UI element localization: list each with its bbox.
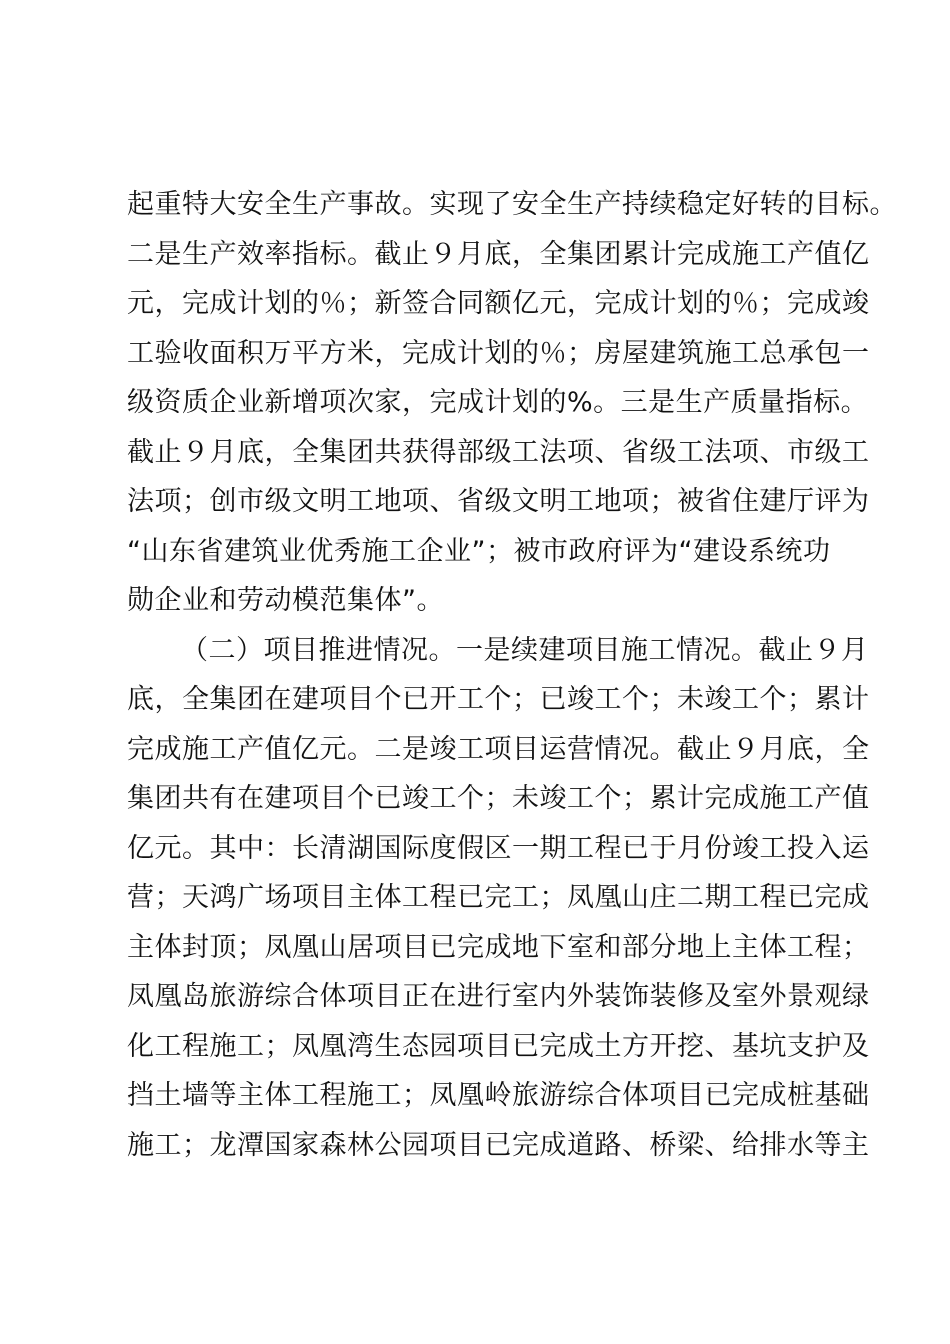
text-line: 级资质企业新增项次家，完成计划的%。三是生产质量指标。	[127, 387, 869, 418]
text-line: 起重特大安全生产事故。实现了安全生产持续稳定好转的目标。	[127, 189, 897, 220]
body-text	[127, 180, 897, 1170]
text-line: 主体封顶；凤凰山居项目已完成地下室和部分地上主体工程；	[127, 931, 870, 963]
text-line: 施工；龙潭国家森林公园项目已完成道路、桥梁、给排水等主	[127, 1129, 870, 1161]
text-line: 二是生产效率指标。截止９月底，全集团累计完成施工产值亿	[127, 238, 870, 270]
text-line: 完成施工产值亿元。二是竣工项目运营情况。截止９月底，全	[127, 733, 870, 765]
text-line: 工验收面积万平方米，完成计划的％；房屋建筑施工总承包一	[127, 337, 870, 369]
text-line: 截止９月底，全集团共获得部级工法项、省级工法项、市级工	[127, 436, 870, 468]
text-line: “山东省建筑业优秀施工企业”；被市政府评为“建设系统功	[127, 535, 831, 567]
text-line: 底，全集团在建项目个已开工个；已竣工个；未竣工个；累计	[127, 684, 870, 715]
text-line: 亿元。其中：长清湖国际度假区一期工程已于月份竣工投入运	[127, 832, 870, 864]
text-line: 法项；创市级文明工地项、省级文明工地项；被省住建厅评为	[127, 486, 870, 517]
text-line: 挡土墙等主体工程施工；凤凰岭旅游综合体项目已完成桩基础	[127, 1080, 870, 1111]
text-line: 凤凰岛旅游综合体项目正在进行室内外装饰装修及室外景观绿	[127, 981, 870, 1012]
text-line: 元，完成计划的％；新签合同额亿元，完成计划的％；完成竣	[127, 288, 870, 319]
text-line: 营；天鸿广场项目主体工程已完工；凤凰山庄二期工程已完成	[127, 882, 870, 913]
text-line: 勋企业和劳动模范集体”。	[127, 585, 444, 616]
text-line: 化工程施工；凤凰湾生态园项目已完成土方开挖、基坑支护及	[127, 1030, 870, 1062]
paragraph-start-line: （二）项目推进情况。一是续建项目施工情况。截止９月	[181, 634, 869, 666]
text-line: 集团共有在建项目个已竣工个；未竣工个；累计完成施工产值	[127, 783, 870, 814]
